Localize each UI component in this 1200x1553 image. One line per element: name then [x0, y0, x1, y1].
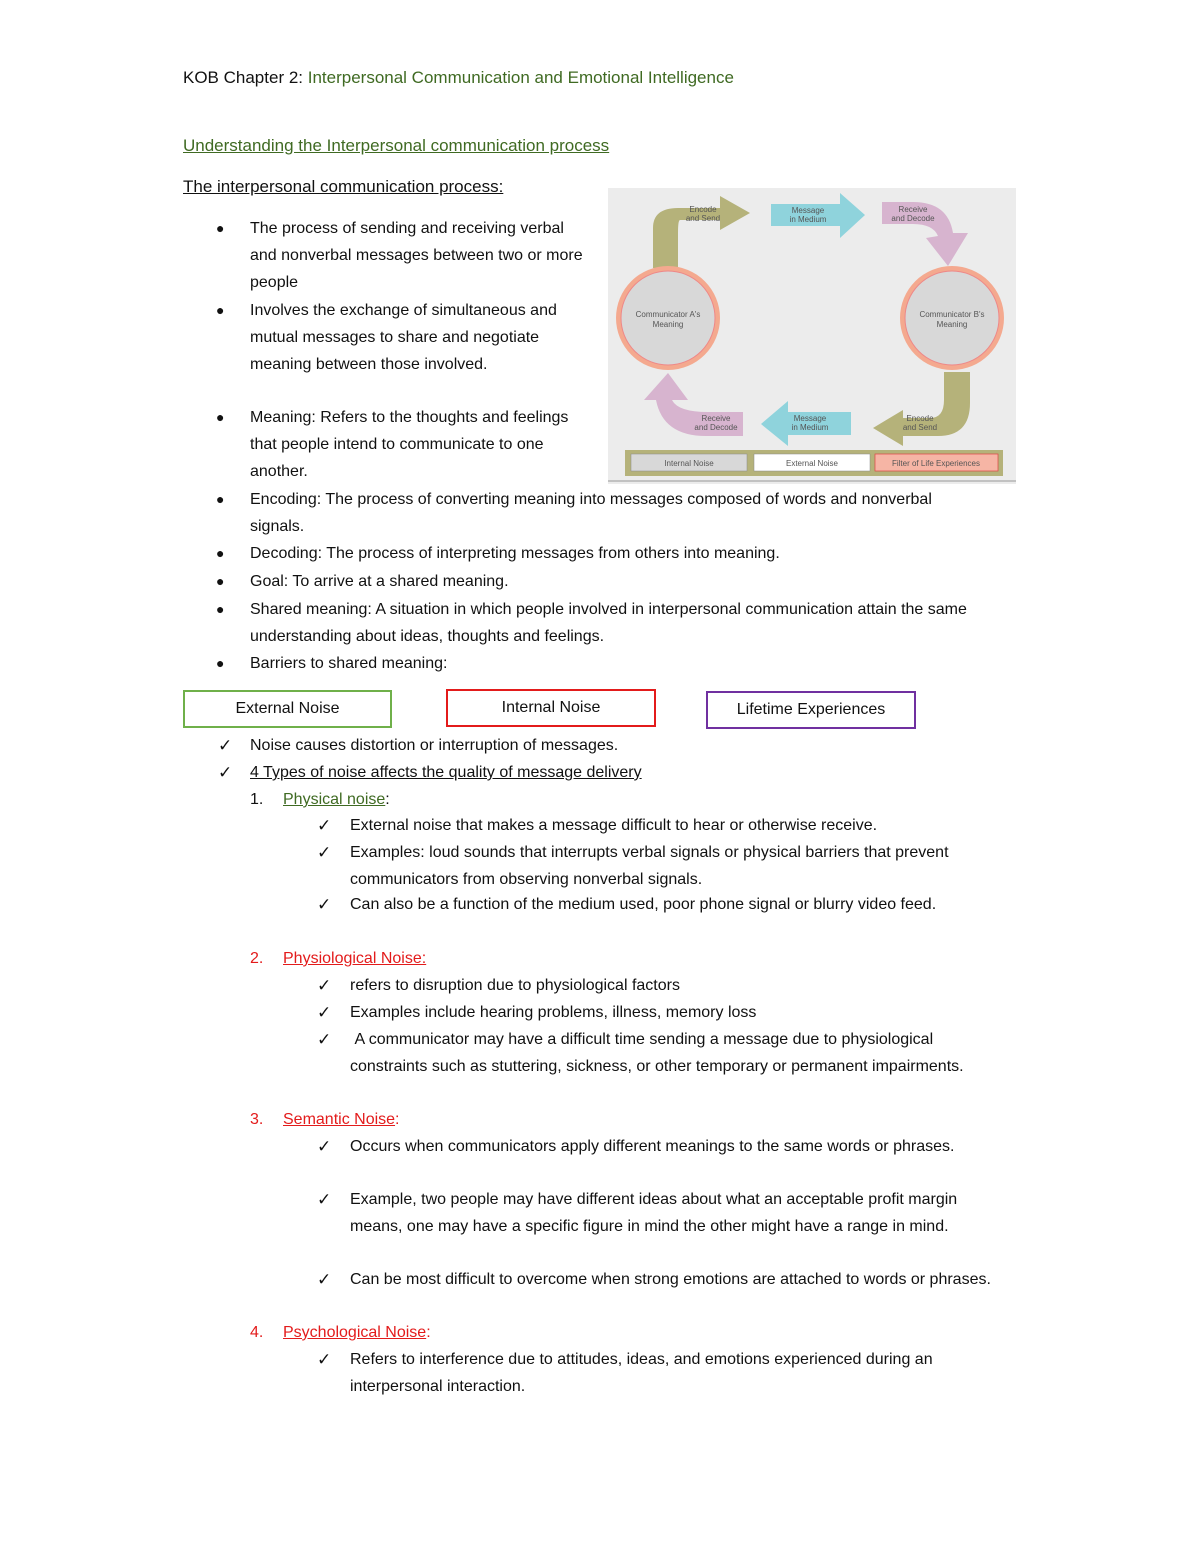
bullet-icon: ●	[216, 220, 225, 236]
title-prefix: KOB Chapter 2:	[183, 68, 308, 87]
svg-text:Communicator B's: Communicator B's	[919, 310, 985, 319]
checkmark-icon: ✓	[317, 843, 332, 862]
svg-text:Message: Message	[793, 414, 827, 423]
checkmark-icon: ✓	[317, 976, 332, 995]
noise-type-suffix: :	[395, 1111, 400, 1128]
communicator-b-circle	[900, 266, 1004, 370]
noise-type-heading	[283, 1319, 431, 1346]
noise-type-suffix: :	[385, 791, 390, 808]
svg-text:in Medium: in Medium	[789, 215, 827, 224]
bullet-text: The process of sending and receiving verbal and nonverbal messages between two or more people	[250, 220, 583, 291]
svg-text:Filter of Life Experiences: Filter of Life Experiences	[891, 459, 981, 468]
svg-text:and Decode: and Decode	[891, 214, 935, 223]
title-main: Interpersonal Communication and Emotional Intelligence	[307, 68, 734, 87]
document-title	[183, 64, 734, 91]
checkmark-icon: ✓	[317, 1137, 332, 1156]
svg-text:Message: Message	[791, 206, 825, 215]
bullet-icon: ●	[216, 545, 225, 561]
bullet-text: Goal: To arrive at a shared meaning.	[250, 573, 509, 590]
internal-noise-box: Internal Noise	[446, 689, 656, 727]
noise-type-number: 2.	[250, 950, 264, 967]
checkmark-icon: ✓	[317, 1350, 332, 1369]
noise-type-name: Physiological Noise:	[283, 950, 427, 967]
bullet-icon: ●	[216, 491, 225, 507]
svg-text:Internal Noise: Internal Noise	[664, 459, 714, 468]
noise-point: Example, two people may have different ideas about what an acceptable profit margin means, one may have a specific figure in mind the other might have a range in mind.	[350, 1191, 958, 1235]
lifetime-experiences-box: Lifetime Experiences	[706, 691, 916, 729]
bullet-icon: ●	[216, 409, 225, 425]
bullet-text: Decoding: The process of interpreting messages from others into meaning.	[250, 545, 780, 562]
svg-text:Meaning: Meaning	[936, 320, 968, 329]
checkmark-icon: ✓	[218, 763, 233, 782]
sub-heading: The interpersonal communication process:	[183, 177, 504, 196]
bullet-icon: ●	[216, 601, 225, 617]
checkmark-icon: ✓	[317, 1030, 332, 1049]
noise-point: Examples: loud sounds that interrupts verbal signals or physical barriers that prevent communicators from observing nonverbal signals.	[350, 844, 949, 888]
communicator-a-circle	[616, 266, 720, 370]
svg-text:Meaning: Meaning	[652, 320, 684, 329]
bullet-icon: ●	[216, 302, 225, 318]
noise-point: refers to disruption due to physiological factors	[350, 977, 680, 994]
svg-text:and Send: and Send	[685, 214, 721, 223]
section-heading: Understanding the Interpersonal communication process	[183, 136, 610, 155]
noise-type-number: 4.	[250, 1324, 264, 1341]
bullet-icon: ●	[216, 573, 225, 589]
noise-type-name: Semantic Noise	[283, 1111, 396, 1128]
noise-type-name: Psychological Noise	[283, 1324, 427, 1341]
checkmark-icon: ✓	[317, 1270, 332, 1289]
bullet-text: Involves the exchange of simultaneous and mutual messages to share and negotiate meaning between those involved.	[250, 302, 557, 373]
noise-type-heading	[283, 945, 426, 972]
noise-point: Occurs when communicators apply different meanings to the same words or phrases.	[350, 1138, 955, 1155]
noise-check-text: Noise causes distortion or interruption of messages.	[250, 737, 619, 754]
bullet-text: Encoding: The process of converting meaning into messages composed of words and nonverbal signals.	[250, 491, 932, 535]
noise-type-name: Physical noise	[283, 791, 386, 808]
external-noise-box: External Noise	[183, 690, 392, 728]
svg-text:and Send: and Send	[902, 423, 938, 432]
checkmark-icon: ✓	[317, 816, 332, 835]
checkmark-icon: ✓	[317, 895, 332, 914]
noise-type-heading	[283, 1106, 400, 1133]
bullet-text: Barriers to shared meaning:	[250, 655, 448, 672]
diagram-legend	[625, 450, 1003, 476]
noise-check-text: 4 Types of noise affects the quality of message delivery	[250, 764, 642, 781]
svg-text:Receive: Receive	[701, 414, 731, 423]
noise-point: Can be most difficult to overcome when strong emotions are attached to words or phrases.	[350, 1271, 991, 1288]
checkmark-icon: ✓	[317, 1190, 332, 1209]
bullet-icon: ●	[216, 655, 225, 671]
svg-text:and Decode: and Decode	[694, 423, 738, 432]
noise-type-number: 1.	[250, 791, 264, 808]
communication-process-diagram	[608, 188, 1016, 484]
noise-point: External noise that makes a message difficult to hear or otherwise receive.	[350, 817, 878, 834]
checkmark-icon: ✓	[317, 1003, 332, 1022]
svg-text:in Medium: in Medium	[791, 423, 829, 432]
svg-text:Communicator A's: Communicator A's	[635, 310, 701, 319]
noise-point: Can also be a function of the medium used, poor phone signal or blurry video feed.	[350, 896, 937, 913]
bullet-text: Meaning: Refers to the thoughts and feelings that people intend to communicate to one another.	[250, 409, 569, 480]
noise-type-heading	[283, 786, 390, 813]
noise-point: A communicator may have a difficult time sending a message due to physiological constraints such as stuttering, sickness, or other temporary or permanent impairments.	[350, 1031, 964, 1075]
noise-point: Examples include hearing problems, illness, memory loss	[350, 1004, 757, 1021]
svg-text:External Noise: External Noise	[785, 459, 839, 468]
noise-type-number: 3.	[250, 1111, 264, 1128]
noise-point: Refers to interference due to attitudes, ideas, and emotions experienced during an interpersonal interaction.	[350, 1351, 933, 1395]
bullet-text: Shared meaning: A situation in which people involved in interpersonal communication attain the same understanding about ideas, thoughts and feelings.	[250, 601, 967, 645]
svg-text:Receive: Receive	[898, 205, 928, 214]
noise-type-suffix: :	[426, 1324, 431, 1341]
checkmark-icon: ✓	[218, 736, 233, 755]
svg-text:Encode: Encode	[689, 205, 717, 214]
svg-text:Encode: Encode	[906, 414, 934, 423]
